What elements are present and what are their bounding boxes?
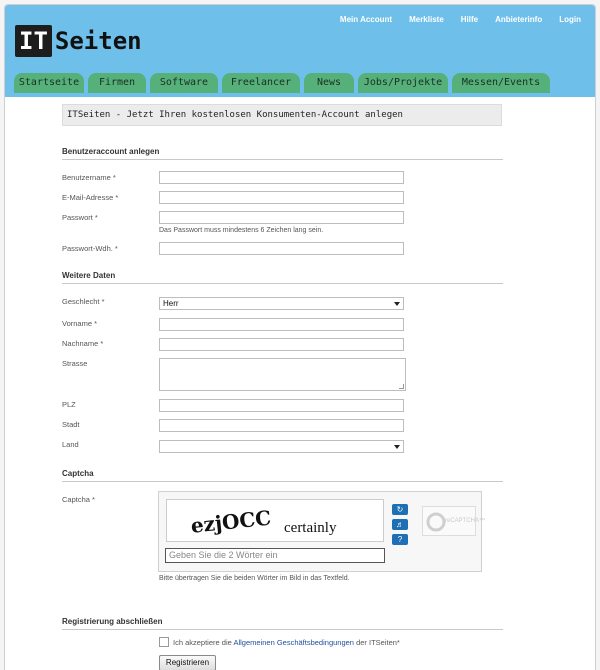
agb-checkbox[interactable] (159, 637, 169, 647)
tab-underline (5, 93, 595, 97)
recaptcha-logo (422, 506, 486, 536)
label-country: Land (62, 440, 79, 449)
agb-suffix: der ITSeiten* (353, 638, 400, 647)
password-repeat-input[interactable] (159, 242, 404, 255)
section-weitere-daten: Weitere Daten (62, 271, 503, 284)
lastname-input[interactable] (159, 338, 404, 351)
header (5, 5, 595, 93)
username-input[interactable] (159, 171, 404, 184)
street-textarea[interactable] (159, 358, 406, 391)
audio-icon[interactable]: ♬ (392, 519, 408, 530)
captcha-image (166, 499, 384, 542)
password-input[interactable] (159, 211, 404, 224)
tab-jobs-projekte[interactable]: Jobs/Projekte (358, 73, 448, 93)
label-street: Strasse (62, 359, 88, 368)
tab-messen-events[interactable]: Messen/Events (452, 73, 550, 93)
top-navigation (340, 15, 581, 24)
chevron-down-icon (394, 302, 400, 306)
label-city: Stadt (62, 420, 80, 429)
tab-software[interactable]: Software (150, 73, 218, 93)
tab-freelancer[interactable]: Freelancer (222, 73, 300, 93)
agb-label (173, 638, 400, 647)
reload-icon[interactable]: ↻ (392, 504, 408, 515)
recaptcha-widget (158, 491, 486, 572)
main-tabs (14, 73, 550, 93)
recaptcha-brand: reCAPTCHA™ (445, 518, 486, 524)
label-email: E-Mail-Adresse * (62, 193, 119, 202)
logo-it: IT (15, 25, 52, 57)
page-title: ITSeiten - Jetzt Ihren kostenlosen Konsumenten-Account anlegen (62, 104, 502, 126)
label-password-repeat: Passwort-Wdh. * (62, 244, 118, 253)
captcha-hint: Bitte übertragen Sie die beiden Wörter im Bild in das Textfeld. (159, 575, 350, 582)
captcha-input[interactable]: Geben Sie die 2 Wörter ein (165, 548, 385, 563)
nav-mein-account[interactable]: Mein Account (339, 15, 393, 24)
label-firstname: Vorname * (62, 319, 98, 328)
gender-value: Herr (163, 299, 179, 308)
register-button[interactable]: Registrieren (159, 655, 216, 670)
resize-grip-icon[interactable] (399, 384, 404, 389)
nav-merkliste[interactable]: Merkliste (409, 15, 444, 24)
label-lastname: Nachname * (62, 339, 104, 348)
chevron-down-icon (394, 445, 400, 449)
country-select[interactable] (159, 440, 404, 453)
tab-firmen[interactable]: Firmen (88, 73, 146, 93)
tab-news[interactable]: News (304, 73, 354, 93)
section-finish: Registrierung abschließen (62, 617, 503, 630)
nav-login[interactable]: Login (559, 15, 581, 24)
agb-prefix: Ich akzeptiere die (173, 638, 234, 647)
tab-startseite[interactable]: Startseite (14, 73, 84, 93)
help-icon[interactable]: ? (392, 534, 408, 545)
captcha-word-2: certainly (284, 520, 337, 536)
agb-link[interactable]: Allgemeinen Geschäftsbedingungen (233, 638, 354, 647)
label-captcha: Captcha * (62, 495, 95, 504)
label-username: Benutzername * (62, 173, 116, 182)
captcha-word-1: ezjOCC (189, 505, 273, 538)
logo-seiten: Seiten (54, 27, 142, 55)
itseiten-logo[interactable] (15, 25, 142, 57)
nav-anbieterinfo[interactable]: Anbieterinfo (495, 15, 543, 24)
gender-select[interactable] (159, 297, 404, 310)
label-zip: PLZ (62, 400, 76, 409)
label-password: Passwort * (62, 213, 98, 222)
section-captcha: Captcha (62, 469, 503, 482)
recaptcha-arrow-icon (425, 511, 447, 533)
firstname-input[interactable] (159, 318, 404, 331)
label-gender: Geschlecht * (62, 297, 105, 306)
email-input[interactable] (159, 191, 404, 204)
section-account: Benutzeraccount anlegen (62, 147, 503, 160)
captcha-distorted-word (189, 501, 299, 542)
city-input[interactable] (159, 419, 404, 432)
zip-input[interactable] (159, 399, 404, 412)
nav-hilfe[interactable]: Hilfe (460, 15, 479, 24)
page-frame (4, 4, 596, 670)
password-hint: Das Passwort muss mindestens 6 Zeichen lang sein. (159, 227, 324, 234)
